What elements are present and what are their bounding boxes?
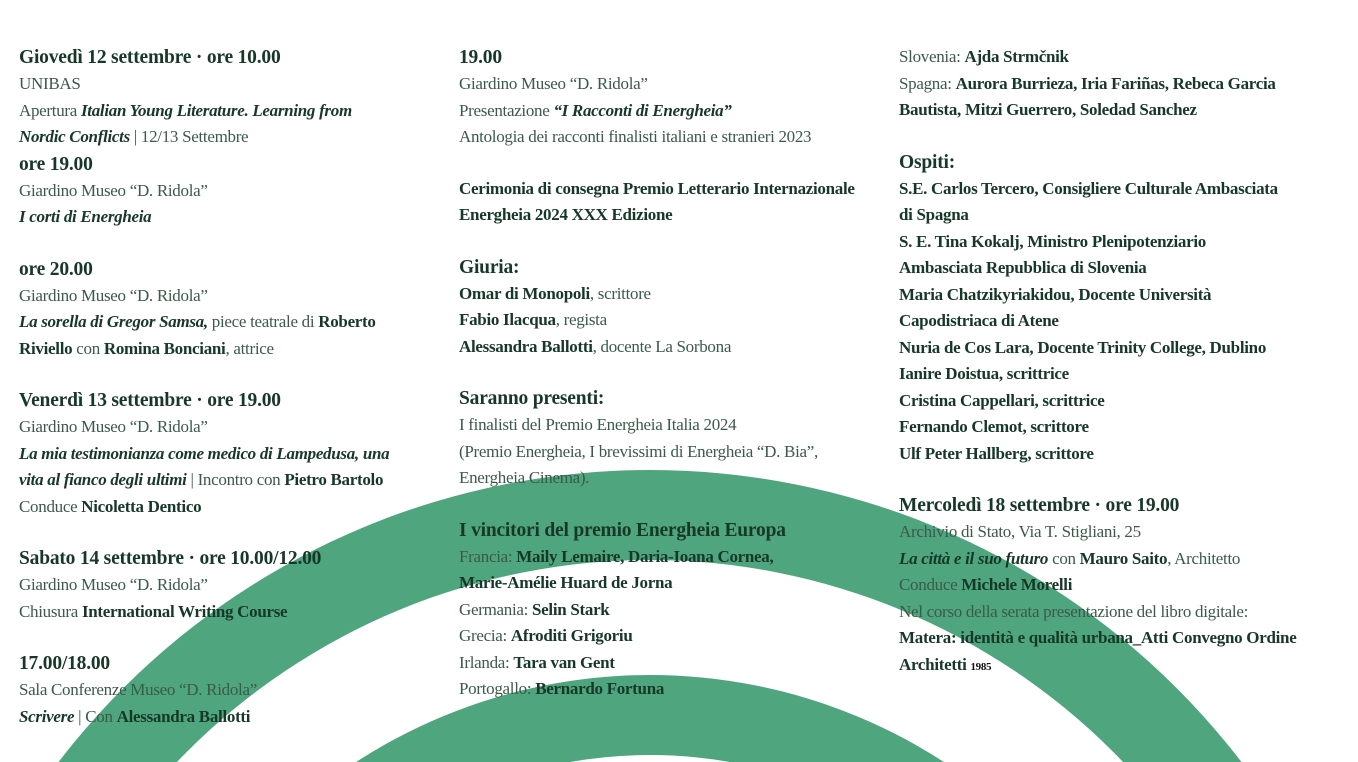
event-title: I corti di Energheia xyxy=(19,207,152,226)
event-desc: vita al fianco degli ultimi | Incontro con Pietro Bartolo xyxy=(19,470,384,489)
event-place: Giardino Museo “D. Ridola” xyxy=(19,180,208,200)
event-sat-17 xyxy=(19,650,444,730)
jury-member: Fabio Ilacqua, regista xyxy=(459,310,607,329)
winners-section xyxy=(459,517,889,703)
event-heading: Venerdì 13 settembre · ore 19.00 xyxy=(19,390,281,411)
event-desc: Antologia dei racconti finalisti italiani e stranieri 2023 xyxy=(459,127,812,146)
winner-line: Irlanda: Tara van Gent xyxy=(459,652,615,672)
winner-line: Grecia: Afroditi Grigoriu xyxy=(459,626,633,645)
event-time: 17.00/18.00 xyxy=(19,653,110,674)
jury-member: Omar di Monopoli, scrittore xyxy=(459,283,651,303)
ceremony-text xyxy=(459,176,889,229)
guest-line: Fernando Clemot, scrittore xyxy=(899,417,1089,436)
event-wed xyxy=(899,492,1354,680)
guest-line: S.E. Carlos Tercero, Consigliere Culturale Ambasciata xyxy=(899,178,1278,198)
section-heading: Saranno presenti: xyxy=(459,388,605,409)
event-desc: Chiusura International Writing Course xyxy=(19,601,288,621)
winner-line: Bautista, Mitzi Guerrero, Soledad Sanchez xyxy=(899,100,1197,119)
guest-line: Nuria de Cos Lara, Docente Trinity College, Dublino xyxy=(899,337,1267,357)
present-line: (Premio Energheia, I brevissimi di Energheia “D. Bia”, xyxy=(459,441,818,461)
winners-continued xyxy=(899,44,1354,124)
event-sat xyxy=(19,545,444,625)
winner-line: Portogallo: Bernardo Fortuna xyxy=(459,679,665,698)
event-desc: Riviello con Romina Bonciani, attrice xyxy=(19,338,274,358)
event-heading: Sabato 14 settembre · ore 10.00/12.00 xyxy=(19,548,322,569)
winner-line: Spagna: Aurora Burrieza, Iria Fariñas, Rebeca Garcia xyxy=(899,73,1276,93)
jury-section xyxy=(459,254,889,361)
winner-line: Slovenia: Ajda Strmčnik xyxy=(899,47,1069,66)
event-desc: La sorella di Gregor Samsa, piece teatrale di Roberto xyxy=(19,312,376,331)
event-place: Giardino Museo “D. Ridola” xyxy=(19,575,208,594)
event-desc: Scrivere | Con Alessandra Ballotti xyxy=(19,706,251,726)
guest-line: Cristina Cappellari, scrittrice xyxy=(899,390,1105,410)
guest-line: Ambasciata Repubblica di Slovenia xyxy=(899,258,1147,277)
guest-line: di Spagna xyxy=(899,205,969,224)
guest-line: Ianire Doistua, scrittrice xyxy=(899,364,1069,383)
event-desc: Architetti 1985 xyxy=(899,654,992,674)
guest-line: S. E. Tina Kokalj, Ministro Plenipotenziario xyxy=(899,231,1207,251)
event-thu-10 xyxy=(19,44,444,151)
guest-line: Ulf Peter Hallberg, scrittore xyxy=(899,443,1094,463)
column-left xyxy=(19,44,444,755)
event-desc: Conduce Nicoletta Dentico xyxy=(19,496,202,516)
ceremony-line: Cerimonia di consegna Premio Letterario Internazionale xyxy=(459,178,855,198)
event-title: La mia testimonianza come medico di Lampedusa, una xyxy=(19,443,390,463)
guests-section xyxy=(899,149,1354,468)
guest-line: Capodistriaca di Atene xyxy=(899,311,1059,330)
event-thu-20 xyxy=(19,256,444,363)
ceremony-line: Energheia 2024 XXX Edizione xyxy=(459,205,673,224)
event-time: ore 19.00 xyxy=(19,153,93,175)
event-desc: La città e il suo futuro con Mauro Saito, Architetto xyxy=(899,548,1241,568)
jury-member: Alessandra Ballotti, docente La Sorbona xyxy=(459,336,732,356)
event-desc: Conduce Michele Morelli xyxy=(899,575,1073,594)
event-fri xyxy=(19,387,444,520)
event-desc: Presentazione “I Racconti di Energheia” xyxy=(459,100,732,120)
section-heading: Giuria: xyxy=(459,256,520,278)
present-line: I finalisti del Premio Energheia Italia 2024 xyxy=(459,415,737,434)
event-time: ore 20.00 xyxy=(19,258,93,280)
winner-line: Germania: Selin Stark xyxy=(459,599,610,619)
winner-line: Marie-Amélie Huard de Jorna xyxy=(459,573,673,592)
column-middle xyxy=(459,44,889,728)
event-desc: Matera: identità e qualità urbana_Atti Convegno Ordine xyxy=(899,628,1297,647)
section-heading: I vincitori del premio Energheia Europa xyxy=(459,519,786,541)
event-heading: Giovedì 12 settembre · ore 10.00 xyxy=(19,47,281,68)
event-desc: Nel corso della serata presentazione del libro digitale: xyxy=(899,601,1249,621)
event-place: Giardino Museo “D. Ridola” xyxy=(459,74,648,93)
event-place: Sala Conferenze Museo “D. Ridola” xyxy=(19,680,257,699)
event-place: Giardino Museo “D. Ridola” xyxy=(19,285,208,305)
event-heading: Mercoledì 18 settembre · ore 19.00 xyxy=(899,495,1180,516)
winner-line: Francia: Maily Lemaire, Daria-Ioana Cornea, xyxy=(459,546,774,566)
event-thu-19 xyxy=(19,151,444,231)
event-place: Giardino Museo “D. Ridola” xyxy=(19,417,208,436)
column-right xyxy=(899,44,1354,705)
event-desc: Apertura Italian Young Literature. Learning from xyxy=(19,100,352,120)
present-section xyxy=(459,385,889,492)
guest-line: Maria Chatzikyriakidou, Docente Università xyxy=(899,284,1212,304)
event-place: Archivio di Stato, Via T. Stigliani, 25 xyxy=(899,522,1141,541)
section-heading: Ospiti: xyxy=(899,151,956,173)
event-place: UNIBAS xyxy=(19,74,81,93)
present-line: Energheia Cinema). xyxy=(459,468,590,487)
event-desc: Nordic Conflicts | 12/13 Settembre xyxy=(19,127,249,146)
event-time: 19.00 xyxy=(459,47,502,68)
event-ceremony xyxy=(459,44,889,151)
